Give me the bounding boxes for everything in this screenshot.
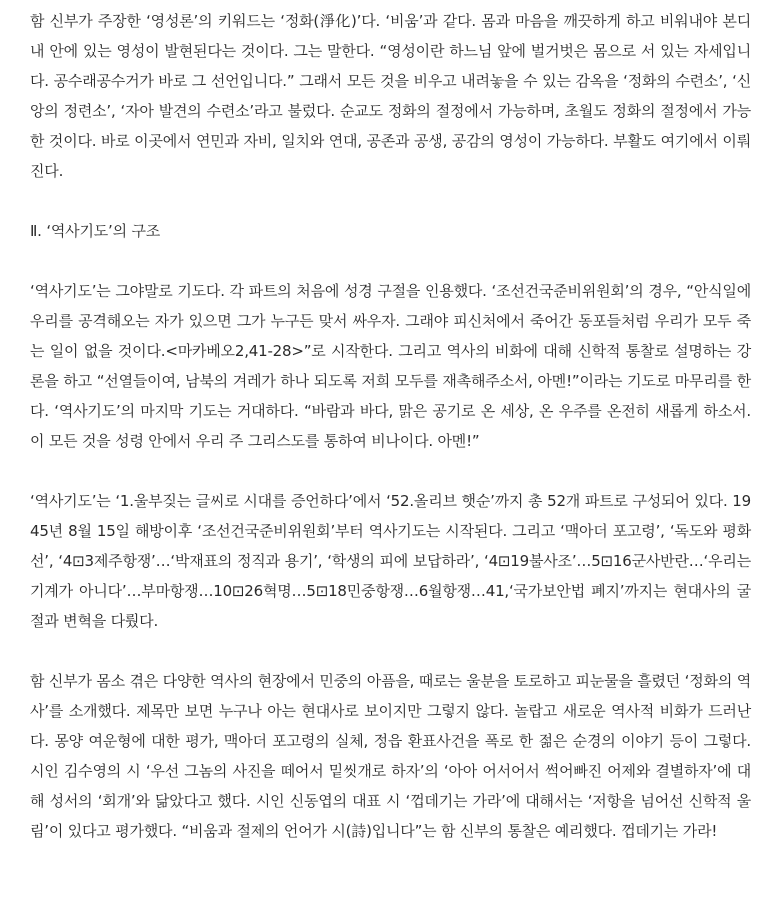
paragraph-gap	[30, 186, 751, 216]
paragraph-spirituality: 함 신부가 주장한 ‘영성론’의 키워드는 ‘정화(淨化)’다. ‘비움’과 같다. 몸과 마음을 깨끗하게 하고 비워내야 본디 내 안에 있는 영성이 발현된다는 것이다. 그는 말한다. “영성이란 하느님 앞에 벌거벗은 몸으로 서 있는 자세입니다. 공수래공수거가 바로 그 선언입니다.” 그래서 모든 것을 비우고 내려놓을 수 있는 감옥을 ‘정화의 수련소’, ‘신앙의 정련소’, ‘자아 발견의 수련소’라고 불렀다. 순교도 정화의 절정에서 가능하며, 초월도 정화의 절정에서 가능한 것이다. 바로 이곳에서 연민과 자비, 일치와 연대, 공존과 공생, 공감의 영성이 가능하다. 부활도 여기에서 이뤄진다.	[30, 12, 751, 180]
section-heading: Ⅱ. ‘역사기도’의 구조	[30, 222, 161, 240]
paragraph-gap	[30, 246, 751, 276]
paragraph-gap	[30, 636, 751, 666]
paragraph-structure: ‘역사기도’는 ‘1.울부짖는 글씨로 시대를 증언하다’에서 ‘52.올리브 햇순’까지 총 52개 파트로 구성되어 있다. 1945년 8월 15일 해방이후 ‘조선건국준비위원회’부터 역사기도는 시작된다. 그리고 ‘맥아더 포고령’, ‘독도와 평화선’, ‘4⊡3제주항쟁’…‘박재표의 정직과 용기’, ‘학생의 피에 보답하라’, ‘4⊡19불사조’…5⊡16군사반란…‘우리는 기계가 아니다’…부마항쟁…10⊡26혁명…5⊡18민중항쟁…6월항쟁…41,‘국가보안법 폐지’까지는 현대사의 굴절과 변혁을 다뤘다.	[30, 492, 751, 630]
paragraph-prayer-form: ‘역사기도’는 그야말로 기도다. 각 파트의 처음에 성경 구절을 인용했다. ‘조선건국준비위원회’의 경우, “안식일에 우리를 공격해오는 자가 있으면 그가 누구든 맞서 싸우자. 그래야 피신처에서 죽어간 동포들처럼 우리가 모두 죽는 일이 없을 것이다.<마카베오2,41-28>”로 시작한다. 그리고 역사의 비화에 대해 신학적 통찰로 설명하는 강론을 하고 “선열들이여, 남북의 겨레가 하나 되도록 저희 모두를 재촉해주소서, 아멘!”이라는 기도로 마무리를 한다. ‘역사기도’의 마지막 기도는 거대하다. “바람과 바다, 맑은 공기로 온 세상, 온 우주를 온전히 새롭게 하소서. 이 모든 것을 성령 안에서 우리 주 그리스도를 통하여 비나이다. 아멘!”	[30, 282, 751, 450]
paragraph-history: 함 신부가 몸소 겪은 다양한 역사의 현장에서 민중의 아픔을, 때로는 울분을 토로하고 피눈물을 흘렸던 ‘정화의 역사’를 소개했다. 제목만 보면 누구나 아는 현대사로 보이지만 그렇지 않다. 놀랍고 새로운 역사적 비화가 드러난다. 몽양 여운형에 대한 평가, 맥아더 포고령의 실체, 정읍 환표사건을 폭로 한 젊은 순경의 이야기 등이 그렇다. 시인 김수영의 시 ‘우선 그놈의 사진을 떼어서 밑씻개로 하자’의 ‘아아 어서어서 썩어빠진 어제와 결별하자’에 대해 성서의 ‘회개’와 닮았다고 했다. 시인 신동엽의 대표 시 ‘껍데기는 가라’에 대해서는 ‘저항을 넘어선 신학적 울림’이 있다고 평가했다. “비움과 절제의 언어가 시(詩)입니다”는 함 신부의 통찰은 예리했다. 껍데기는 가라!	[30, 672, 751, 840]
paragraph-gap	[30, 456, 751, 486]
